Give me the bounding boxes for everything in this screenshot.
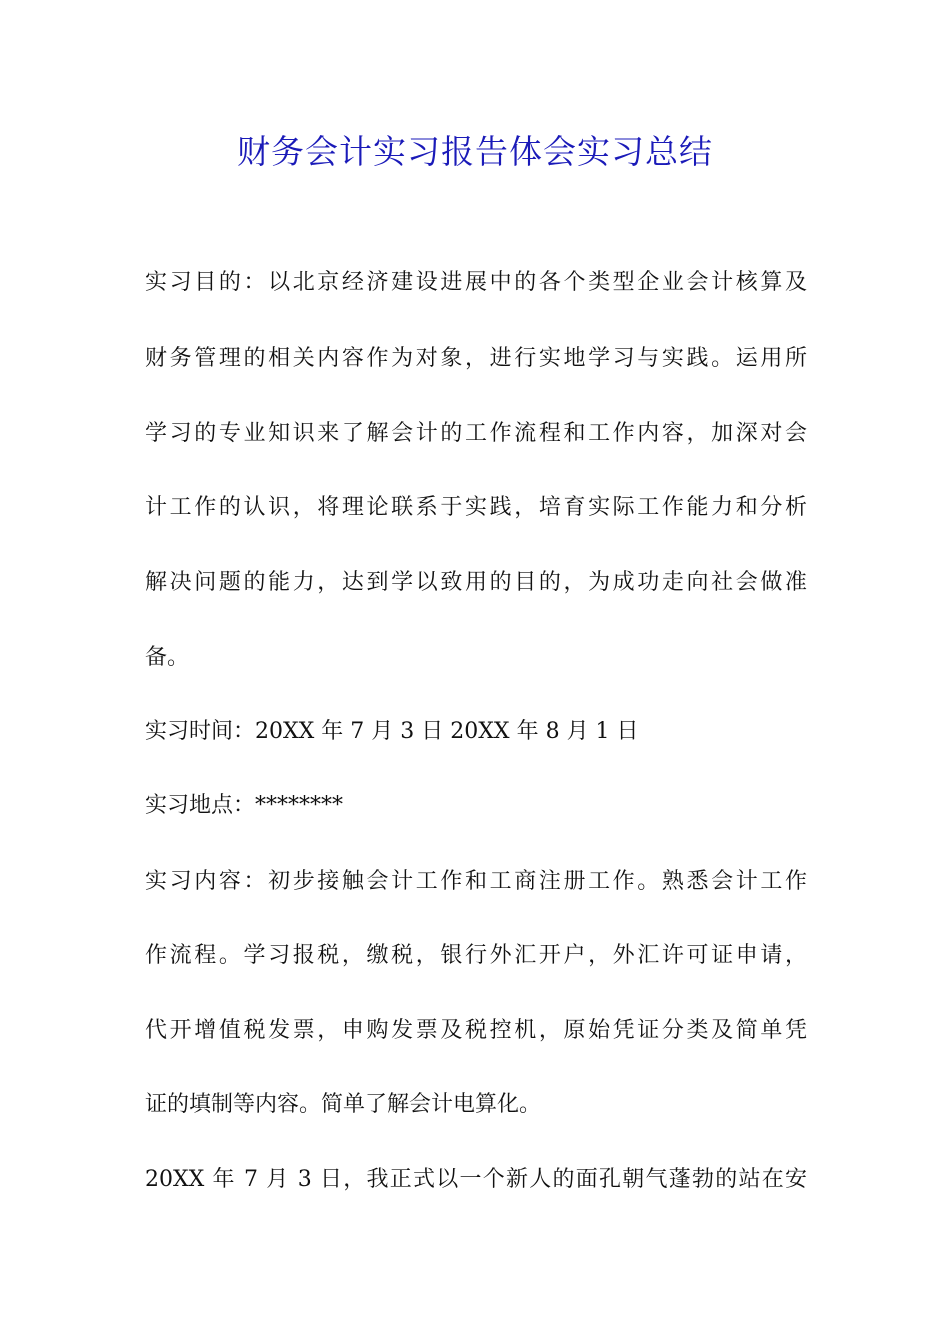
paragraph-line: 财务管理的相关内容作为对象，进行实地学习与实践。运用所 xyxy=(145,346,807,371)
internship-time: 实习时间：20XX 年 7 月 3 日 20XX 年 8 月 1 日 xyxy=(145,719,639,744)
paragraph-line: 实习内容：初步接触会计工作和工商注册工作。熟悉会计工作 xyxy=(145,869,807,894)
paragraph-line: 作流程。学习报税，缴税，银行外汇开户，外汇许可证申请， xyxy=(145,943,807,968)
document-title: 财务会计实习报告体会实习总结 xyxy=(237,132,713,171)
paragraph-line: 学习的专业知识来了解会计的工作流程和工作内容，加深对会 xyxy=(145,421,807,446)
paragraph-line: 备。 xyxy=(145,645,190,670)
paragraph-line: 证的填制等内容。简单了解会计电算化。 xyxy=(145,1092,542,1117)
paragraph-line: 代开增值税发票，申购发票及税控机，原始凭证分类及简单凭 xyxy=(145,1018,807,1043)
paragraph-line: 解决问题的能力，达到学以致用的目的，为成功走向社会做准 xyxy=(145,570,807,595)
paragraph-line: 20XX 年 7 月 3 日，我正式以一个新人的面孔朝气蓬勃的站在安 xyxy=(145,1167,807,1192)
paragraph-line: 实习目的：以北京经济建设进展中的各个类型企业会计核算及 xyxy=(145,270,807,295)
internship-location: 实习地点：******** xyxy=(145,793,344,818)
paragraph-line: 计工作的认识，将理论联系于实践，培育实际工作能力和分析 xyxy=(145,495,807,520)
